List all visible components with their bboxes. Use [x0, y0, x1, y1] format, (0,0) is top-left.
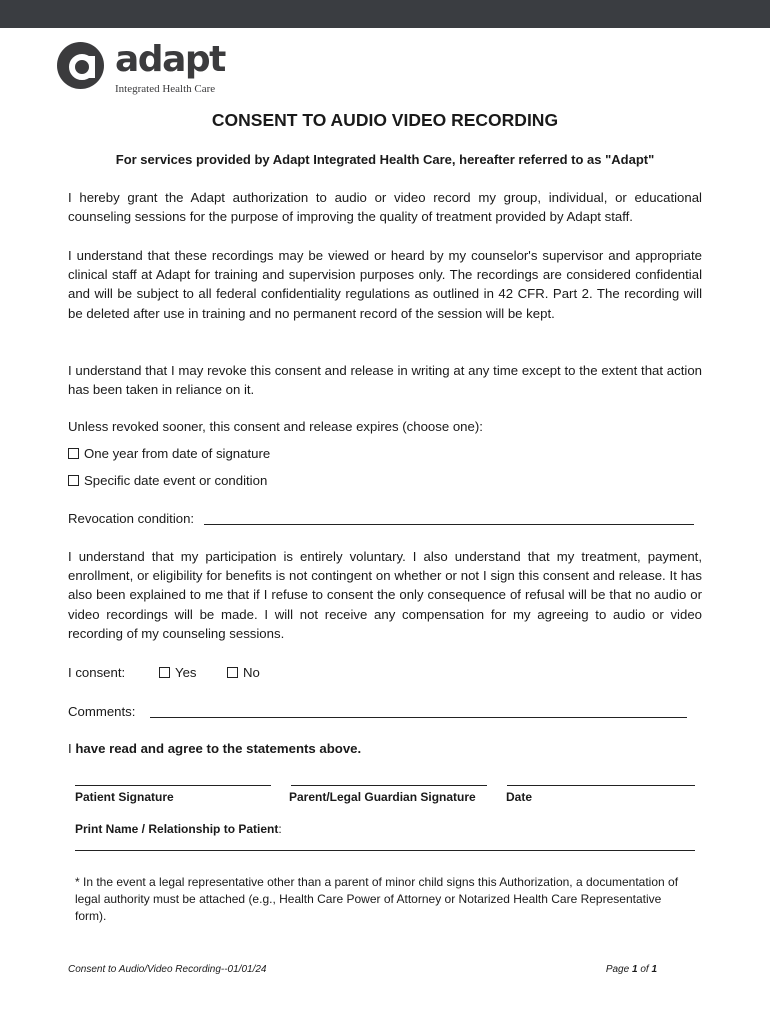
patient-signature-line[interactable]	[75, 785, 271, 786]
agree-statement	[68, 739, 361, 758]
revocation-condition-field[interactable]	[204, 524, 694, 525]
print-name-field[interactable]	[75, 850, 695, 851]
consent-yes-checkbox[interactable]	[159, 667, 170, 678]
footer-document-id: Consent to Audio/Video Recording--01/01/24	[68, 964, 267, 975]
footer-of-word: of	[640, 964, 649, 975]
consent-label: I consent:	[68, 665, 126, 680]
print-name-label: Print Name / Relationship to Patient	[75, 822, 279, 836]
adapt-logo-mark-icon	[57, 42, 104, 89]
legal-representative-note: * In the event a legal representative other than a parent of minor child signs this Authorization, a documentation of legal authority must be attached (e.g., Health Care Power of Attorney or Notarized Health Care Representative form).	[75, 875, 679, 923]
expiry-one-year-label: One year from date of signature	[84, 446, 271, 461]
expiry-one-year-checkbox[interactable]	[68, 448, 79, 459]
expiry-prompt: Unless revoked sooner, this consent and release expires (choose one):	[68, 419, 483, 434]
date-signature-line[interactable]	[507, 785, 695, 786]
date-label: Date	[506, 790, 533, 804]
consent-no-option[interactable]	[227, 663, 260, 682]
consent-no-checkbox[interactable]	[227, 667, 238, 678]
paragraph-voluntary: I understand that my participation is entirely voluntary. I also understand that my treatment, payment, enrollment, or eligibility for benefits is not contingent on whether or not I sign this consent and release. It has also been explained to me that if I refuse to consent the only consequence of refusal will be that no audio or video recordings will be made. I will not receive any compensation for my agreeing to audio or video recording of my counseling sessions.	[68, 549, 702, 641]
footer-page-number	[606, 964, 657, 975]
consent-yes-option[interactable]	[159, 663, 197, 682]
expiry-specific-date-label: Specific date event or condition	[84, 473, 268, 488]
revocation-condition-label: Revocation condition:	[68, 511, 195, 526]
paragraph-recordings-use: I understand that these recordings may be viewed or heard by my counselor's supervisor and appropriate clinical staff at Adapt for training and supervision purposes only. The recordings are considered confidential and will be subject to all federal confidentiality regulations as outlined in 42 CFR. Part 2. The recording will be deleted after use in training and no permanent record of the session will be kept.	[68, 248, 702, 321]
comments-label: Comments:	[68, 704, 136, 719]
footer-page-total: 1	[651, 964, 657, 975]
footer-page-word: Page	[605, 964, 630, 975]
paragraph-revoke: I understand that I may revoke this consent and release in writing at any time except to the extent that action has been taken in reliance on it.	[68, 363, 702, 398]
print-name-label-row	[75, 822, 282, 836]
consent-yes-label: Yes	[175, 665, 197, 680]
guardian-signature-label: Parent/Legal Guardian Signature	[289, 790, 476, 804]
expiry-option-one-year[interactable]	[68, 444, 270, 463]
logo-wordmark: adapt	[115, 39, 225, 80]
paragraph-authorization: I hereby grant the Adapt authorization to audio or video record my group, individual, or educational counseling sessions for the purpose of improving the quality of treatment provided by Adapt staff.	[68, 190, 702, 225]
agree-text: have read and agree to the statements above.	[75, 741, 362, 756]
patient-signature-label: Patient Signature	[75, 790, 174, 804]
footer-page-current: 1	[631, 964, 638, 975]
print-name-colon: :	[278, 822, 282, 836]
consent-no-label: No	[243, 665, 260, 680]
comments-field[interactable]	[150, 717, 687, 718]
page-title: CONSENT TO AUDIO VIDEO RECORDING	[211, 110, 559, 130]
logo-tagline: Integrated Health Care	[115, 83, 216, 95]
expiry-specific-date-checkbox[interactable]	[68, 475, 79, 486]
page-subtitle: For services provided by Adapt Integrated Health Care, hereafter referred to as "Adapt"	[115, 152, 655, 167]
expiry-option-specific-date[interactable]	[68, 471, 267, 490]
adapt-logo	[57, 39, 227, 98]
agree-prefix: I	[68, 741, 72, 756]
top-bar	[0, 0, 770, 28]
guardian-signature-line[interactable]	[291, 785, 487, 786]
